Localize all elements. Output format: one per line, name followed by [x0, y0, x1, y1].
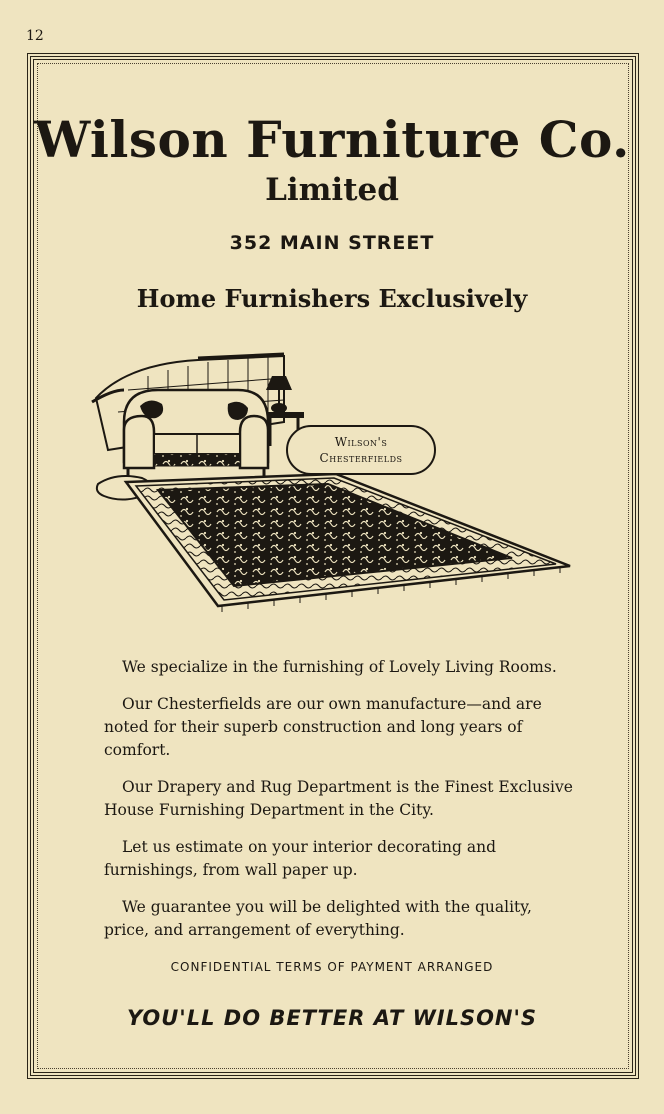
paragraph: We guarantee you will be delighted with the quality, price, and arrangement of everything.: [104, 898, 532, 939]
company-subtitle: Limited: [265, 172, 399, 208]
page-number: 12: [26, 28, 44, 44]
paragraph: Let us estimate on your interior decorating and furnishings, from wall paper up.: [104, 838, 497, 879]
callout-line-1: Wilson's: [334, 435, 388, 449]
paragraph: Our Chesterfields are our own manufacture—and are noted for their superb construction and long years of comfort.: [104, 695, 542, 759]
persian-rug-icon: [126, 474, 570, 612]
chesterfields-callout: [286, 425, 436, 475]
paragraph: Our Drapery and Rug Department is the Finest Exclusive House Furnishing Department in the City.: [104, 778, 573, 819]
payment-terms: CONFIDENTIAL TERMS OF PAYMENT ARRANGED: [170, 960, 494, 974]
paragraph: We specialize in the furnishing of Lovely Living Rooms.: [122, 658, 557, 676]
company-name: Wilson Furniture Co.: [34, 110, 630, 169]
callout-line-2: Chesterfields: [319, 451, 403, 465]
store-address: 352 MAIN STREET: [229, 232, 435, 254]
slogan: YOU'LL DO BETTER AT WILSON'S: [126, 1006, 538, 1030]
body-copy: [104, 656, 574, 956]
chesterfield-sofa-icon: [124, 390, 268, 476]
living-room-illustration: [88, 350, 578, 612]
tagline: Home Furnishers Exclusively: [136, 284, 528, 313]
